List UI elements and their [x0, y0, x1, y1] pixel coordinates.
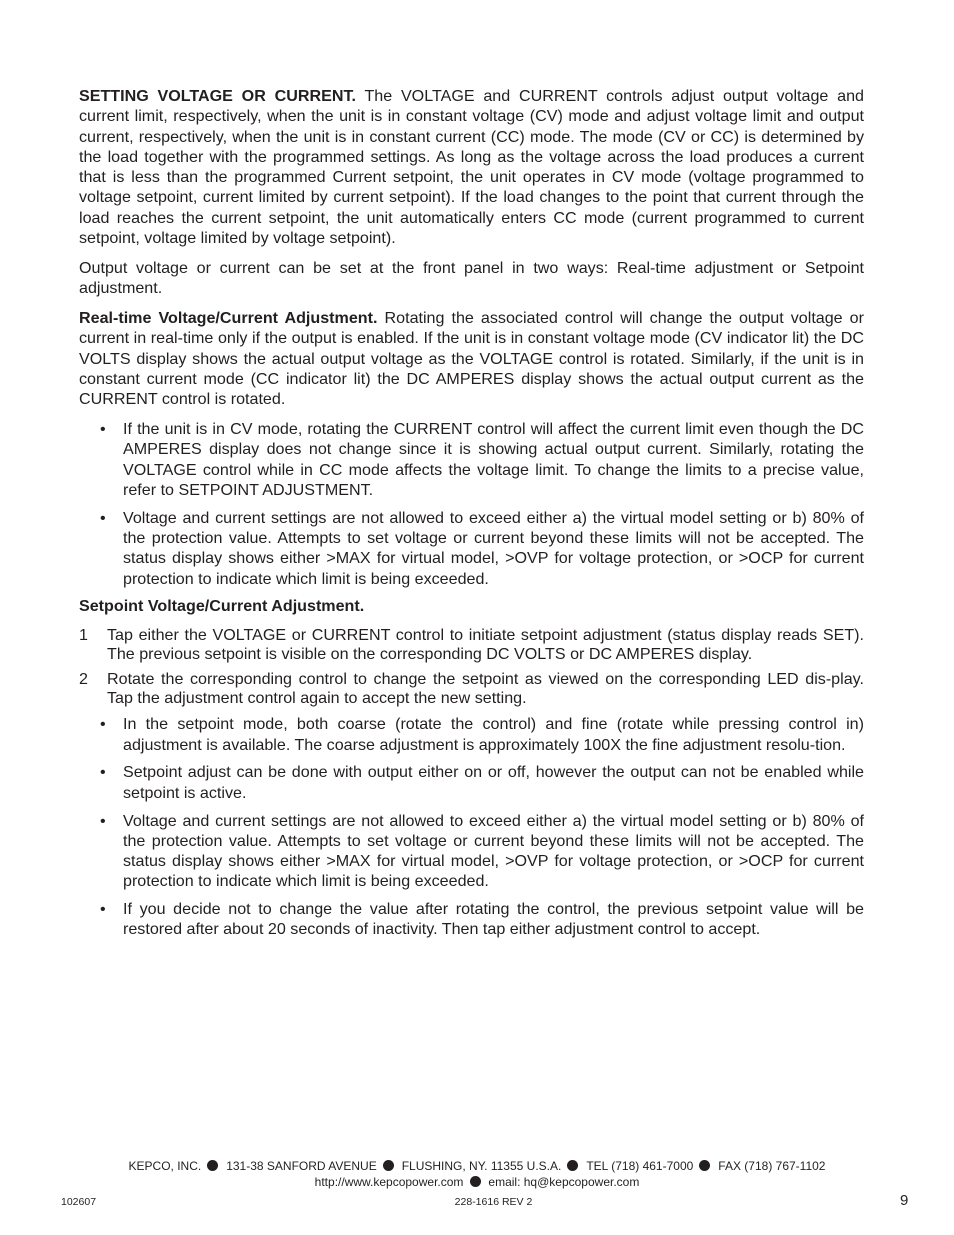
- page-number: 9: [900, 1192, 909, 1209]
- section-heading: SETTING VOLTAGE OR CURRENT.: [79, 87, 356, 105]
- footer-city: FLUSHING, NY. 11355 U.S.A.: [401, 1159, 562, 1173]
- bullet-text: Voltage and current settings are not allowed to exceed either a) the virtual model setting or b) 80% of the protection value. Attempts to set voltage or current beyond these limits will not be accepted. The status display shows either >MAX for virtual model, >OVP for voltage protection, or >OCP for current protection to indicate which limit is being exceeded.: [123, 508, 864, 588]
- bullet-text: Setpoint adjust can be done with output either on or off, however the output can not be enabled while setpoint is active.: [123, 763, 864, 802]
- separator-dot-icon: [567, 1160, 578, 1171]
- step-number: 2: [79, 670, 88, 689]
- step-number: 1: [79, 626, 88, 645]
- bullet-icon: •: [100, 508, 106, 527]
- separator-dot-icon: [383, 1160, 394, 1171]
- revision-label: 228-1616 REV 2: [454, 1196, 533, 1208]
- footer-contact-line: [0, 1175, 954, 1190]
- document-code: 102607: [61, 1196, 97, 1208]
- realtime-text: Rotating the associated control will change the output voltage or current in real-time only if the output is enabled. If the unit is in constant voltage mode (CV indicator lit) the DC VOLTS display shows the actual output voltage as the VOLTAGE control is rotated. Similarly, if the unit is in constant current mode (CC indicator lit) the DC AMPERES display shows the actual output current as the CURRENT control is rotated.: [79, 308, 864, 409]
- bullet-icon: •: [100, 811, 106, 830]
- footer-address-line: [0, 1159, 954, 1174]
- bullet-icon: •: [100, 715, 106, 734]
- list-item: [79, 508, 864, 589]
- realtime-heading: Real-time Voltage/Current Adjustment.: [79, 308, 378, 327]
- bullet-icon: •: [100, 419, 106, 438]
- intro-text: The VOLTAGE and CURRENT controls adjust output voltage and current limit, respectively, when the unit is in constant voltage (CV) mode and adjust voltage limit and output current, respectively, when the unit is in constant current (CC) mode. The mode (CV or CC) is determined by the load together with the programmed settings. As long as the voltage across the load produces a current that is less than the programmed Current setpoint, the unit operates in CV mode (voltage programmed to voltage setpoint, current limited by current setpoint). If the load changes to the point that current through the load reaches the current setpoint, the unit automatically enters CC mode (current programmed to current setpoint, voltage limited by voltage setpoint).: [79, 87, 865, 248]
- list-item: [79, 811, 864, 892]
- realtime-paragraph: [79, 308, 864, 409]
- setpoint-heading: Setpoint Voltage/Current Adjustment.: [79, 597, 365, 616]
- bullet-icon: •: [100, 900, 106, 919]
- realtime-bullet-list: [79, 419, 864, 589]
- list-item: [79, 714, 864, 755]
- setpoint-step-list: [79, 626, 864, 708]
- list-item: [79, 762, 864, 803]
- footer-company: KEPCO, INC.: [128, 1159, 202, 1173]
- bullet-text: If the unit is in CV mode, rotating the CURRENT control will affect the current limit even though the DC AMPERES display does not change since it is showing actual output current. Similarly, rotating the VOLTAGE control while in CC mode affects the voltage limit. To change the limits to a precise value, refer to SETPOINT ADJUSTMENT.: [123, 419, 864, 499]
- footer-fax: FAX (718) 767-1102: [718, 1159, 826, 1173]
- bullet-text: In the setpoint mode, both coarse (rotate the control) and fine (rotate while pressing control in) adjustment is available. The coarse adjustment is approximately 100X the fine adjustment resolu-tion.: [123, 715, 864, 754]
- step-text: Tap either the VOLTAGE or CURRENT control to initiate setpoint adjustment (status display reads SET). The previous setpoint is visible on the corresponding DC VOLTS or DC AMPERES display.: [107, 626, 864, 663]
- footer-address: 131-38 SANFORD AVENUE: [226, 1159, 377, 1173]
- separator-dot-icon: [470, 1176, 481, 1187]
- bullet-text: If you decide not to change the value after rotating the control, the previous setpoint value will be restored after about 20 seconds of inactivity. Then tap either adjustment control to accept.: [123, 900, 864, 939]
- setpoint-bullet-list: [79, 714, 864, 939]
- list-item: [79, 626, 864, 664]
- separator-dot-icon: [699, 1160, 710, 1171]
- footer-website: http://www.kepcopower.com: [314, 1175, 464, 1189]
- bullet-icon: •: [100, 763, 106, 782]
- list-item: [79, 899, 864, 940]
- bullet-text: Voltage and current settings are not allowed to exceed either a) the virtual model setting or b) 80% of the protection value. Attempts to set voltage or current beyond these limits will not be accepted. The status display shows either >MAX for virtual model, >OVP for voltage protection, or >OCP for current protection to indicate which limit is being exceeded.: [123, 811, 864, 891]
- list-item: [79, 419, 864, 500]
- separator-dot-icon: [207, 1160, 218, 1171]
- footer-tel: TEL (718) 461-7000: [586, 1159, 694, 1173]
- intro-paragraph: [79, 86, 864, 248]
- document-body: [79, 86, 864, 947]
- adjustment-ways-paragraph: Output voltage or current can be set at the front panel in two ways: Real-time adjustment or Setpoint adjustment.: [79, 258, 864, 298]
- step-text: Rotate the corresponding control to change the setpoint as viewed on the corresponding LED dis-play. Tap the adjustment control again to accept the new setting.: [107, 670, 864, 708]
- list-item: [79, 670, 864, 708]
- footer-email: email: hq@kepcopower.com: [488, 1175, 640, 1189]
